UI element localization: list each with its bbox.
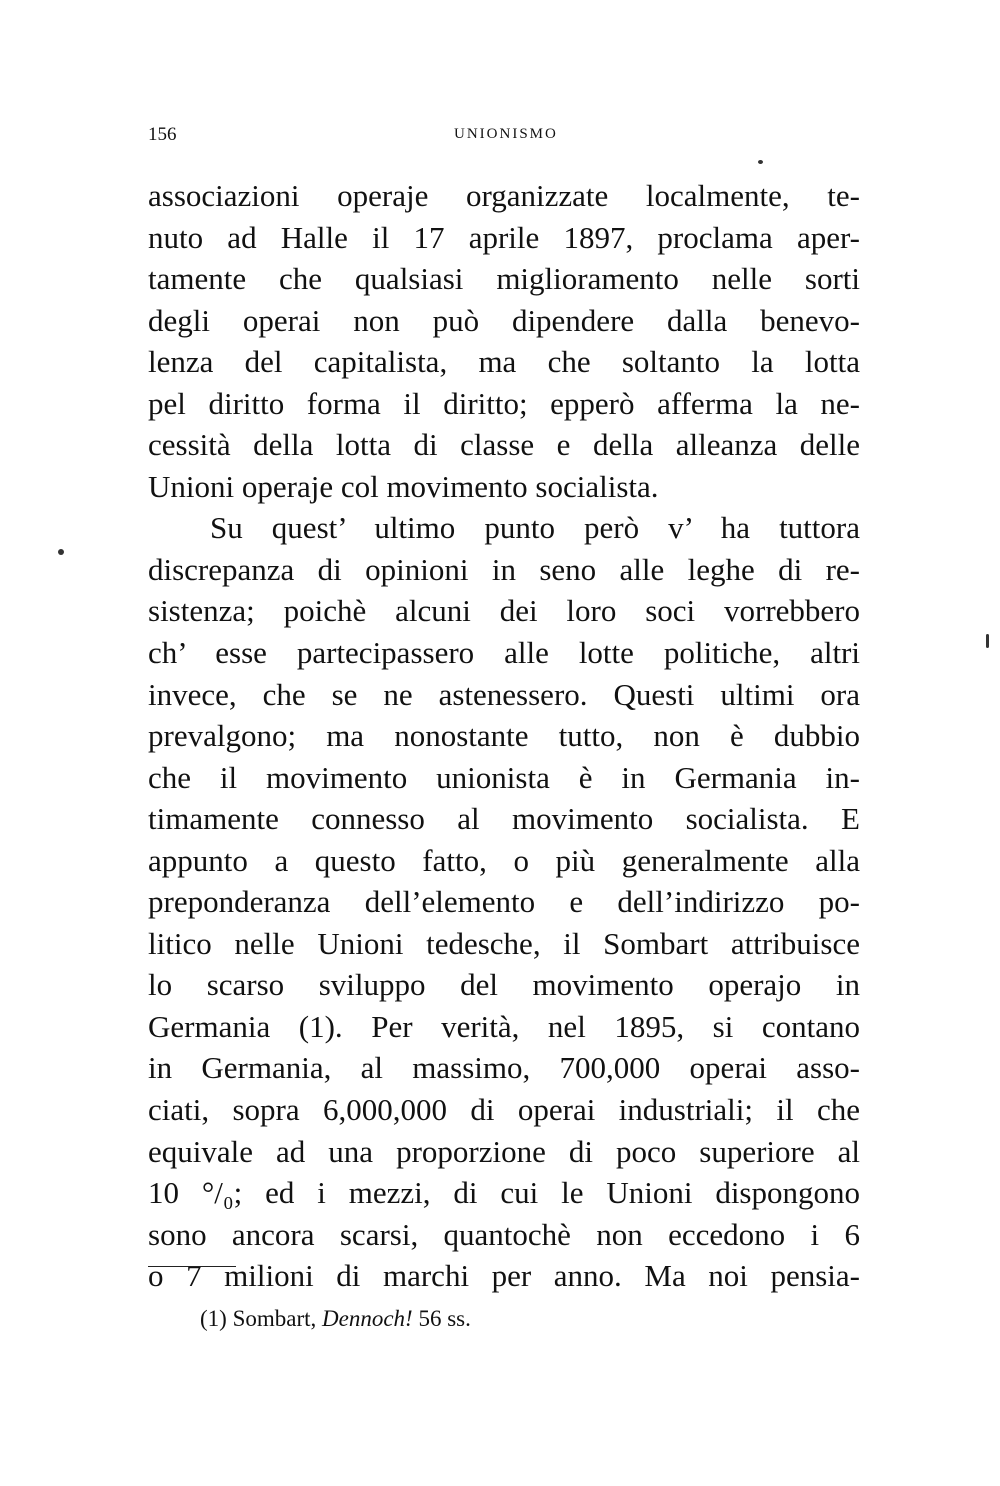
- text-line: ch’ esse partecipassero alle lotte politiche, altri: [148, 635, 860, 671]
- text-line: timamente connesso al movimento socialista. E: [148, 801, 860, 837]
- text-line: 10 °/₀; ed i mezzi, di cui le Unioni dispongono: [148, 1175, 860, 1211]
- page-number: 156: [148, 124, 177, 145]
- text-line: ciati, sopra 6,000,000 di operai industriali; il che: [148, 1092, 860, 1128]
- text-line: appunto a questo fatto, o più generalmente alla: [148, 842, 860, 878]
- text-line: lenza del capitalista, ma che soltanto la lotta: [148, 344, 860, 380]
- text-line: Germania (1). Per verità, nel 1895, si contano: [148, 1008, 860, 1044]
- text-line: preponderanza dell’elemento e dell’indirizzo po-: [148, 884, 860, 920]
- footnote-work-title: Dennoch!: [322, 1306, 413, 1331]
- text-line-paragraph-end: Unioni operaje col movimento socialista.: [148, 468, 659, 504]
- text-line: sistenza; poichè alcuni dei loro soci vorrebbero: [148, 593, 860, 629]
- text-line: litico nelle Unioni tedesche, il Sombart attribuisce: [148, 925, 860, 961]
- footnote-pages: 56 ss.: [418, 1306, 471, 1331]
- text-line: invece, che se ne astenessero. Questi ultimi ora: [148, 676, 860, 712]
- ink-speck: [986, 634, 989, 648]
- ink-speck: [758, 160, 763, 164]
- text-line: in Germania, al massimo, 700,000 operai asso-: [148, 1050, 860, 1086]
- text-line: sono ancora scarsi, quantochè non eccedono i 6: [148, 1216, 860, 1252]
- body-text: [148, 175, 860, 1297]
- section-title: UNIONISMO: [454, 126, 558, 142]
- footnote-rule: [148, 1266, 236, 1267]
- text-line: pel diritto forma il diritto; epperò afferma la ne-: [148, 385, 860, 421]
- footnote-marker: (1): [200, 1306, 227, 1331]
- text-line: discrepanza di opinioni in seno alle leghe di re-: [148, 551, 860, 587]
- text-line: associazioni operaje organizzate localmente, te-: [148, 178, 860, 213]
- text-line: tamente che qualsiasi miglioramento nelle sorti: [148, 261, 860, 297]
- text-line: nuto ad Halle il 17 aprile 1897, proclama aper-: [148, 219, 860, 255]
- text-line: o 7 milioni di marchi per anno. Ma noi pensia-: [148, 1258, 860, 1294]
- text-line: lo scarso sviluppo del movimento operajo in: [148, 967, 860, 1003]
- text-line: equivale ad una proporzione di poco superiore al: [148, 1133, 860, 1169]
- footnote: [200, 1306, 471, 1332]
- text-line: degli operai non può dipendere dalla benevo-: [148, 302, 860, 338]
- text-line: cessità della lotta di classe e della alleanza delle: [148, 427, 860, 463]
- footnote-author: Sombart,: [232, 1306, 317, 1331]
- running-head: [148, 124, 860, 154]
- ink-speck: [58, 549, 64, 555]
- text-line: che il movimento unionista è in Germania in-: [148, 759, 860, 795]
- text-line: prevalgono; ma nonostante tutto, non è dubbio: [148, 718, 860, 754]
- text-line-paragraph-start: Su quest’ ultimo punto però v’ ha tuttora: [210, 510, 860, 546]
